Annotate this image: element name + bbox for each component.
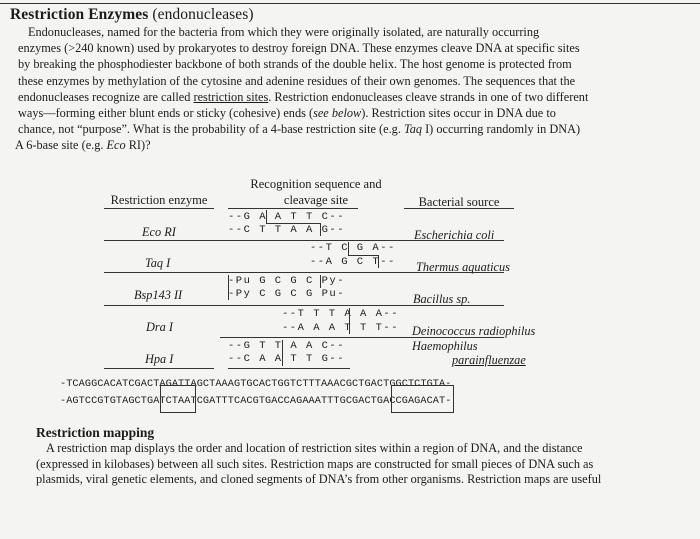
intro-line bbox=[15, 137, 688, 153]
row-rule bbox=[104, 272, 504, 273]
cleavage-mark bbox=[320, 223, 321, 236]
intro-line: Endonucleases, named for the bacteria from which they were originally isolated, are naturally occurring bbox=[28, 25, 540, 39]
bacterial-source bbox=[412, 339, 526, 367]
dna-top-strand: -TCAGGCACATCGACTAGATTAGCTAAAGTGCACTGGTCTTTAAACGCTGACTGGCTCTGTA- bbox=[60, 379, 452, 390]
cleavage-mark bbox=[266, 210, 267, 223]
sequence-top: --G T T A A C-- bbox=[228, 340, 346, 352]
intro-text: chance, not “purpose”. What is the probability of a 4-base restriction site (e.g. bbox=[18, 122, 404, 137]
enzyme-name: Bsp143 II bbox=[134, 288, 183, 302]
row-rule bbox=[228, 368, 350, 369]
bacterial-source: Bacillus sp. bbox=[413, 292, 471, 306]
cleavage-mark bbox=[348, 242, 349, 255]
restriction-sites-term: restriction sites bbox=[193, 89, 269, 104]
enzyme-name: Dra I bbox=[146, 320, 173, 334]
intro-text-italic: Taq bbox=[403, 122, 422, 137]
enzyme-name: Taq I bbox=[145, 256, 171, 270]
intro-line: by breaking the phosphodiester backbone of both strands of the double helix. The host genome is protected from bbox=[18, 57, 572, 72]
row-rule bbox=[104, 240, 504, 241]
intro-text: I) occurring randomly in DNA) bbox=[422, 122, 581, 137]
top-rule bbox=[0, 3, 700, 4]
intro-line bbox=[18, 89, 688, 105]
header-rule bbox=[404, 208, 514, 209]
sequence-top: -Pu G C G C Py- bbox=[228, 275, 346, 287]
sequence-bottom: --C T T A A G-- bbox=[228, 224, 346, 236]
intro-paragraph bbox=[15, 24, 688, 154]
title-sub: (endonucleases) bbox=[152, 6, 254, 23]
intro-text-italic: see below bbox=[313, 106, 362, 121]
page-title bbox=[10, 6, 254, 24]
intro-line: enzymes (>240 known) used by prokaryotes to destroy foreign DNA. These enzymes cleave DNA at specific sites bbox=[18, 41, 580, 56]
row-rule bbox=[104, 368, 214, 369]
intro-text: ways—forming either blunt ends or sticky (cohesive) ends ( bbox=[18, 106, 314, 121]
header-rule bbox=[104, 208, 214, 209]
row-rule bbox=[220, 337, 504, 338]
recognition-header bbox=[243, 176, 389, 208]
header-rule bbox=[228, 208, 358, 209]
cleavage-mark bbox=[320, 275, 321, 288]
row-rule bbox=[104, 305, 504, 306]
sequence-top: --G A A T T C-- bbox=[228, 211, 346, 223]
intro-text: ). Restriction sites occur in DNA due to bbox=[361, 106, 556, 121]
bacterial-source: Escherichia coli bbox=[414, 228, 495, 242]
title-main: Restriction Enzymes bbox=[10, 6, 149, 23]
recognition-header-line: cleavage site bbox=[283, 193, 349, 207]
dna-bottom-strand: -AGTCCGTGTAGCTGATCTAATCGATTTCACGTGACCAGAAATTTGCGACTGACCGAGACAT- bbox=[60, 396, 452, 407]
intro-text: endonucleases recognize are called bbox=[18, 89, 194, 104]
cleavage-mark bbox=[228, 275, 229, 300]
source-header: Bacterial source bbox=[418, 195, 500, 209]
sequence-bottom: --C A A T T G-- bbox=[228, 353, 346, 365]
cleavage-mark bbox=[266, 223, 320, 224]
intro-line: these enzymes by methylation of the cytosine and adenine residues of their own genomes. The sequences that the bbox=[18, 73, 576, 88]
sequence-bottom: --A G C T-- bbox=[310, 256, 396, 268]
mapping-line: (expressed in kilobases) between all such sites. Restriction maps are constructed for small pieces of DNA such as bbox=[36, 456, 594, 471]
intro-text: A 6-base site (e.g. bbox=[15, 138, 107, 153]
sequence-bottom: --A A A T T T-- bbox=[282, 322, 400, 334]
site-box bbox=[160, 385, 196, 413]
intro-line bbox=[18, 105, 688, 121]
bacterial-source: Deinococcus radiophilus bbox=[412, 324, 536, 338]
intro-line bbox=[18, 121, 688, 137]
sequence-top: --T C G A-- bbox=[310, 242, 396, 254]
section-heading: Restriction mapping bbox=[36, 425, 155, 440]
sequence-top: --T T T A A A-- bbox=[282, 308, 400, 320]
mapping-paragraph bbox=[36, 441, 676, 488]
bacterial-source-line: Haemophilus bbox=[412, 339, 478, 353]
intro-text: . Restriction endonucleases cleave strands in one of two different bbox=[268, 89, 589, 104]
cleavage-mark bbox=[349, 308, 350, 334]
cleavage-mark bbox=[378, 255, 379, 268]
recognition-header-line: Recognition sequence and bbox=[250, 177, 382, 191]
site-box bbox=[391, 385, 454, 413]
mapping-line: plasmids, viral genetic elements, and cloned segments of DNA’s from other organisms. Restriction maps are useful bbox=[36, 472, 602, 486]
intro-text: RI)? bbox=[125, 138, 151, 153]
cleavage-mark bbox=[282, 340, 283, 366]
bacterial-source: Thermus aquaticus bbox=[416, 260, 510, 274]
enzyme-name: Eco RI bbox=[142, 225, 176, 239]
enzyme-name: Hpa I bbox=[145, 352, 174, 366]
bacterial-source-line: parainfluenzae bbox=[452, 353, 526, 367]
enzyme-header: Restriction enzyme bbox=[110, 193, 208, 207]
mapping-line: A restriction map displays the order and location of restriction sites within a region of DNA, and the distance bbox=[46, 441, 583, 455]
cleavage-mark bbox=[348, 255, 378, 256]
sequence-bottom: -Py C G C G Pu- bbox=[228, 288, 346, 300]
intro-text-italic: Eco bbox=[106, 138, 126, 153]
